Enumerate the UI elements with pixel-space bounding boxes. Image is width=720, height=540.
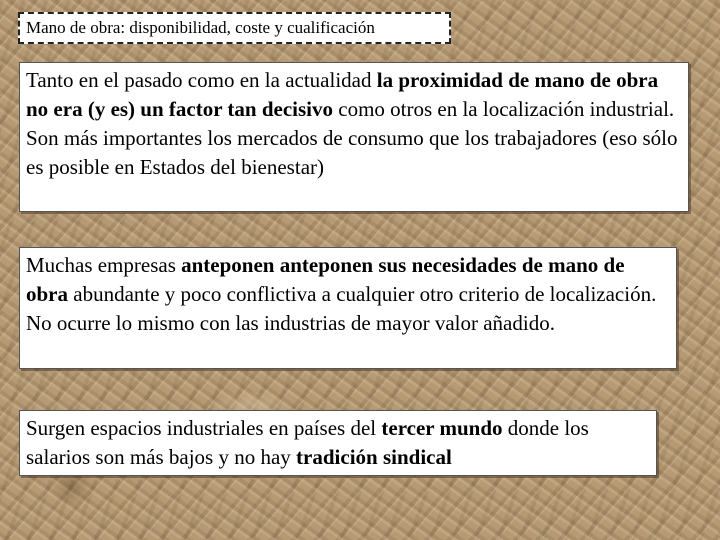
bold-segment: tradición sindical: [296, 445, 452, 469]
text-segment: donde los salarios son más bajos y no hay: [26, 416, 589, 469]
bold-segment: tercer mundo: [381, 416, 503, 440]
text-block-third-world: [19, 410, 657, 476]
text-block-proximity: [19, 62, 689, 212]
text-segment: como otros en la localización industrial. Son más importantes los mercados de consumo que los trabajadores (eso sólo es posible en Estados del bienestar): [26, 97, 678, 179]
text-segment: abundante y poco conflictiva a cualquier otro criterio de localización. No ocurre lo mismo con las industrias de mayor valor añadido.: [26, 282, 657, 335]
text-block-companies: [19, 247, 677, 369]
text-segment: Muchas empresas: [26, 253, 182, 277]
slide-title: Mano de obra: disponibilidad, coste y cualificación: [18, 12, 451, 44]
bold-segment: anteponen anteponen sus necesidades de mano de obra: [26, 253, 625, 306]
text-segment: Tanto en el pasado como en la actualidad: [26, 68, 377, 92]
bold-segment: la proximidad de mano de obra no era (y es) un factor tan decisivo: [26, 68, 659, 121]
text-segment: Surgen espacios industriales en países del: [26, 416, 382, 440]
